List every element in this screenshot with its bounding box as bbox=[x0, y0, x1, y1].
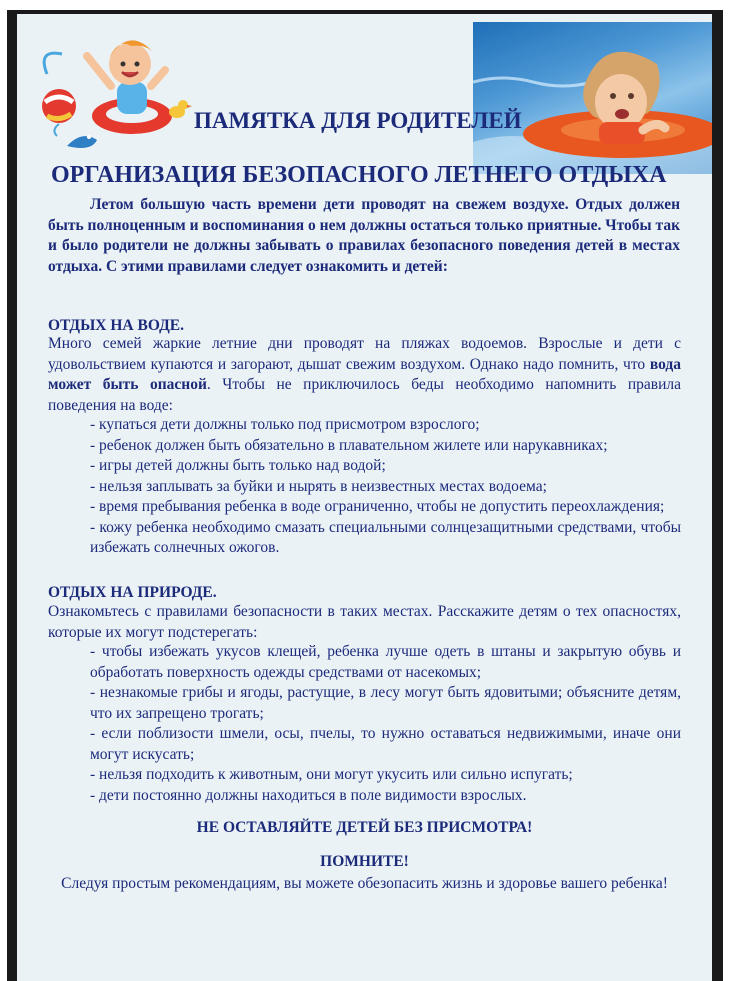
list-item: - игры детей должны быть только над водой; bbox=[90, 457, 386, 474]
water-text-start: Много семей жаркие летние дни проводят на пляжах водоемов. Взрослые и дети с удовольствием купаются и загорают, дышат свежим воздухом. Однако надо помнить, что bbox=[48, 335, 681, 373]
child-in-water-image bbox=[473, 22, 712, 174]
list-item: - дети постоянно должны находиться в поле видимости взрослых. bbox=[90, 786, 527, 804]
list-item: - нельзя подходить к животным, они могут укусить или сильно испугать; bbox=[90, 766, 573, 783]
intro-paragraph: Летом большую часть времени дети проводят на свежем воздухе. Отдых должен быть полноценным и воспоминания о нем должны остаться только приятные. Чтобы так и было родители не должны забывать о правилах безопасного поведения детей в местах отдыха. С этими правилами следует ознакомить и детей: bbox=[48, 196, 680, 275]
supervision-warning: НЕ ОСТАВЛЯЙТЕ ДЕТЕЙ БЕЗ ПРИСМОТРА! bbox=[196, 819, 533, 836]
nature-rules-list bbox=[90, 642, 681, 806]
memo-subtitle: ОРГАНИЗАЦИЯ БЕЗОПАСНОГО ЛЕТНЕГО ОТДЫХА bbox=[51, 162, 667, 188]
list-item: - кожу ребенка необходимо смазать специальными солнцезащитными средствами, чтобы избежать солнечных ожогов. bbox=[90, 518, 681, 556]
list-item: - чтобы избежать укусов клещей, ребенка лучше одеть в штаны и закрытую обувь и обработать поверхность одежды средствами от насекомых; bbox=[90, 643, 681, 681]
nature-section-heading: ОТДЫХ НА ПРИРОДЕ. bbox=[48, 584, 217, 601]
water-section-paragraph bbox=[48, 334, 681, 416]
child-in-water-photo bbox=[473, 22, 712, 174]
memo-sheet bbox=[17, 14, 712, 981]
memo-title: ПАМЯТКА ДЛЯ РОДИТЕЛЕЙ bbox=[194, 108, 522, 133]
remember-heading: ПОМНИТЕ! bbox=[320, 853, 409, 870]
list-item: - если поблизости шмели, осы, пчелы, то нужно оставаться недвижимыми, иначе они могут искусать; bbox=[90, 725, 681, 763]
water-rules-list bbox=[90, 415, 681, 559]
list-item: - купаться дети должны только под присмотром взрослого; bbox=[90, 416, 480, 433]
list-item: - время пребывания ребенка в воде ограниченно, чтобы не допустить переохлаждения; bbox=[90, 498, 665, 515]
closing-note: Следуя простым рекомендациям, вы можете обезопасить жизнь и здоровье вашего ребенка! bbox=[61, 875, 668, 892]
water-section-heading: ОТДЫХ НА ВОДЕ. bbox=[48, 317, 184, 334]
list-item: - незнакомые грибы и ягоды, растущие, в лесу могут быть ядовитыми; объясните детям, что их запрещено трогать; bbox=[90, 684, 681, 722]
water-text-end: . Чтобы не приключилось беды необходимо напомнить правила поведения на воде: bbox=[48, 376, 681, 414]
list-item: - нельзя заплывать за буйки и нырять в неизвестных местах водоема; bbox=[90, 477, 547, 495]
list-item: - ребенок должен быть обязательно в плавательном жилете или нарукавниках; bbox=[90, 436, 608, 454]
nature-section-paragraph: Ознакомьтесь с правилами безопасности в таких местах. Расскажите детям о тех опасностях, которые их могут подстерегать: bbox=[48, 603, 681, 641]
child-swim-ring-illustration bbox=[27, 24, 197, 159]
water-danger-highlight: вода может быть опасной bbox=[48, 355, 681, 393]
